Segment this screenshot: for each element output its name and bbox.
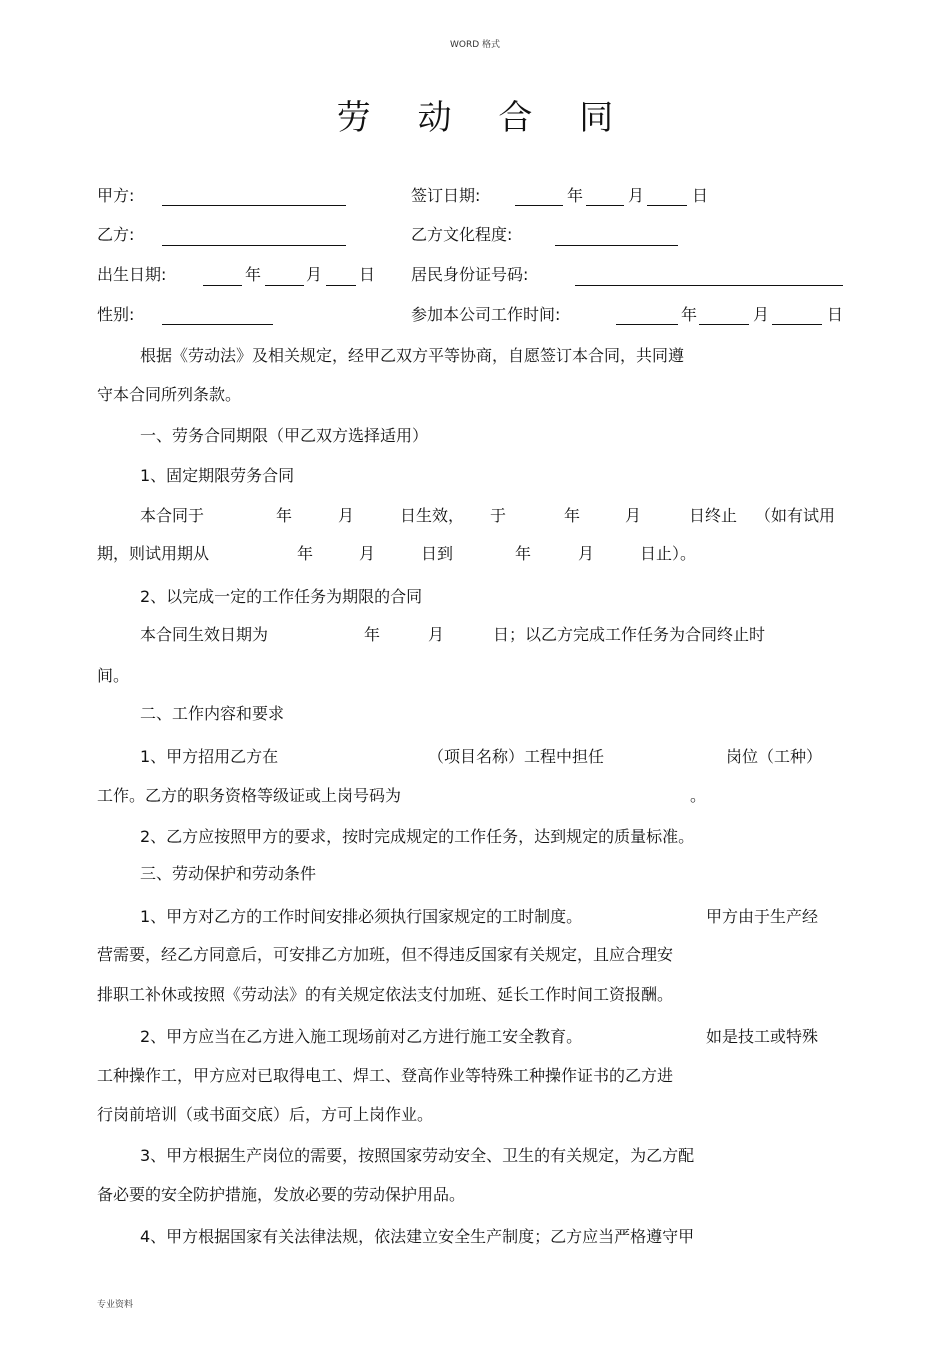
clause-text: 本合同生效日期为 <box>140 625 269 644</box>
clause-text: 2、甲方应当在乙方进入施工现场前对乙方进行施工安全教育。 <box>140 1027 583 1046</box>
clause-text: 。 <box>690 786 707 805</box>
year-label: 年 <box>364 625 381 644</box>
join-date-label: 参加本公司工作时间: <box>411 305 561 324</box>
sign-day-field[interactable] <box>647 205 687 206</box>
clause-text: 日止）。 <box>640 544 697 563</box>
month-label: 月 <box>625 506 642 525</box>
clause-text: （项目名称）工程中担任 <box>428 747 605 766</box>
document-title: 劳 动 合 同 <box>336 98 632 138</box>
day-label: 日 <box>359 265 376 284</box>
birth-year-field[interactable] <box>203 285 242 286</box>
year-label: 年 <box>297 544 314 563</box>
day-label: 日 <box>692 186 709 205</box>
party-b-label: 乙方: <box>97 225 135 244</box>
clause-text: 间。 <box>97 666 130 685</box>
month-label: 月 <box>359 544 376 563</box>
day-label: 日 <box>827 305 844 324</box>
month-label: 月 <box>628 186 645 205</box>
clause-text: 岗位（工种） <box>726 747 823 766</box>
join-month-field[interactable] <box>699 324 749 325</box>
join-day-field[interactable] <box>772 324 822 325</box>
clause-1-1-heading: 1、固定期限劳务合同 <box>140 466 295 485</box>
clause-text: 4、甲方根据国家有关法律法规，依法建立安全生产制度；乙方应当严格遵守甲 <box>140 1227 695 1246</box>
clause-text: 1、甲方招用乙方在 <box>140 747 279 766</box>
month-label: 月 <box>338 506 355 525</box>
page-header: WORD 格式 <box>449 40 501 50</box>
clause-text: 1、甲方对乙方的工作时间安排必须执行国家规定的工时制度。 <box>140 907 583 926</box>
month-label: 月 <box>306 265 323 284</box>
birth-day-field[interactable] <box>326 285 356 286</box>
gender-label: 性别: <box>97 305 135 324</box>
preamble-line-2: 守本合同所列条款。 <box>97 385 242 404</box>
year-label: 年 <box>564 506 581 525</box>
month-label: 月 <box>578 544 595 563</box>
party-a-field[interactable] <box>162 205 346 206</box>
preamble-line-1: 根据《劳动法》及相关规定，经甲乙双方平等协商，自愿签订本合同，共同遵 <box>140 346 685 365</box>
clause-text: 日生效， <box>400 506 465 525</box>
month-label: 月 <box>753 305 770 324</box>
clause-text: 排职工补休或按照《劳动法》的有关规定依法支付加班、延长工作时间工资报酬。 <box>97 985 674 1004</box>
clause-text: 日到 <box>421 544 454 563</box>
section-1-heading: 一、劳务合同期限（甲乙双方选择适用） <box>140 426 429 445</box>
clause-text: 日终止 <box>689 506 738 525</box>
year-label: 年 <box>245 265 262 284</box>
clause-text: 甲方由于生产经 <box>706 907 819 926</box>
sign-month-field[interactable] <box>586 205 624 206</box>
page-footer: 专业资料 <box>97 1300 134 1310</box>
clause-1-2-heading: 2、以完成一定的工作任务为期限的合同 <box>140 587 423 606</box>
clause-text: 3、甲方根据生产岗位的需要，按照国家劳动安全、卫生的有关规定，为乙方配 <box>140 1146 695 1165</box>
education-field[interactable] <box>555 245 678 246</box>
clause-text: （如有试用 <box>755 506 836 525</box>
birth-month-field[interactable] <box>265 285 304 286</box>
clause-text: 于 <box>490 506 507 525</box>
clause-text: 工种操作工，甲方应对已取得电工、焊工、登高作业等特殊工种操作证书的乙方进 <box>97 1066 674 1085</box>
year-label: 年 <box>276 506 293 525</box>
year-label: 年 <box>515 544 532 563</box>
party-a-label: 甲方: <box>97 186 135 205</box>
party-b-field[interactable] <box>162 245 346 246</box>
month-label: 月 <box>428 625 445 644</box>
birth-date-label: 出生日期: <box>97 265 167 284</box>
clause-text: 期，则试用期从 <box>97 544 210 563</box>
clause-text: 行岗前培训（或书面交底）后，方可上岗作业。 <box>97 1105 434 1124</box>
id-number-field[interactable] <box>575 285 843 286</box>
year-label: 年 <box>567 186 584 205</box>
clause-text: 日；以乙方完成工作任务为合同终止时 <box>493 625 766 644</box>
clause-text: 2、乙方应按照甲方的要求，按时完成规定的工作任务，达到规定的质量标准。 <box>140 827 695 846</box>
education-label: 乙方文化程度: <box>411 225 513 244</box>
clause-text: 营需要，经乙方同意后，可安排乙方加班，但不得违反国家有关规定，且应合理安 <box>97 945 674 964</box>
year-label: 年 <box>681 305 698 324</box>
gender-field[interactable] <box>162 324 273 325</box>
join-year-field[interactable] <box>616 324 678 325</box>
clause-text: 如是技工或特殊 <box>706 1027 819 1046</box>
clause-text: 工作。乙方的职务资格等级证或上岗号码为 <box>97 786 402 805</box>
section-2-heading: 二、工作内容和要求 <box>140 704 285 723</box>
clause-text: 本合同于 <box>140 506 205 525</box>
id-number-label: 居民身份证号码: <box>411 265 529 284</box>
sign-date-label: 签订日期: <box>411 186 481 205</box>
clause-text: 备必要的安全防护措施，发放必要的劳动保护用品。 <box>97 1185 466 1204</box>
section-3-heading: 三、劳动保护和劳动条件 <box>140 864 317 883</box>
sign-year-field[interactable] <box>515 205 563 206</box>
